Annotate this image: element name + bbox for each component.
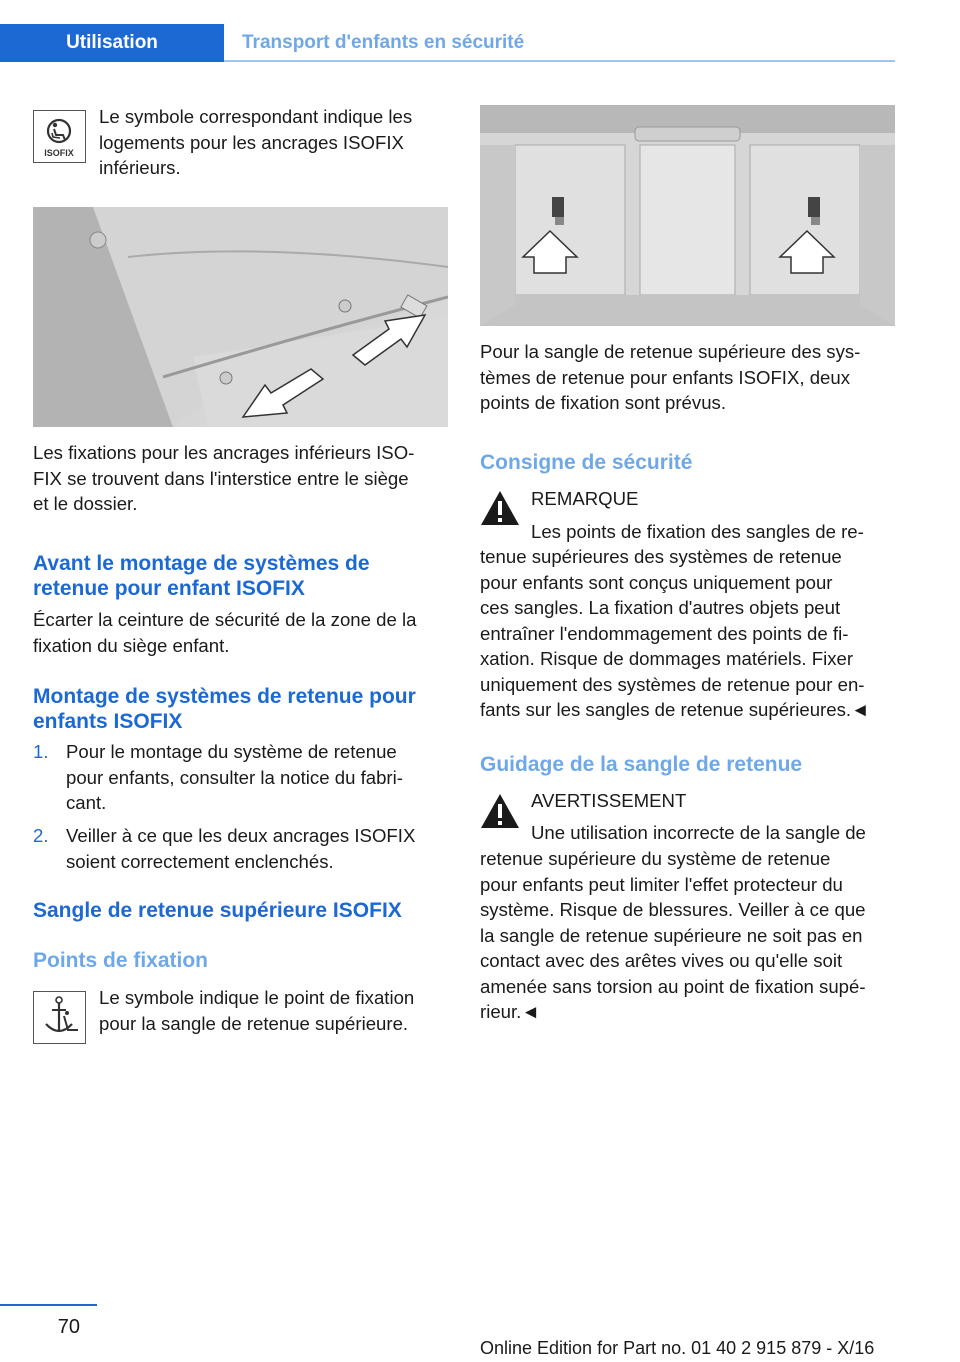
step-line: Pour le montage du système de retenue <box>66 741 397 762</box>
intro-line: logements pour les ancrages ISOFIX <box>99 131 404 153</box>
step-number: 2. <box>33 825 49 846</box>
notice-text <box>480 544 900 723</box>
points-line: pour la sangle de retenue supérieure. <box>99 1012 409 1034</box>
fixations-line: Les fixations pour les ancrages inférieurs ISO- <box>33 442 415 463</box>
before-line: fixation du siège enfant. <box>33 634 230 656</box>
notice-first-line <box>531 519 901 545</box>
notice-line: tenue supérieures des systèmes de retenue <box>480 546 842 567</box>
step-line: cant. <box>66 792 107 813</box>
section-tab[interactable]: Utilisation <box>0 24 224 62</box>
tether-line: Pour la sangle de retenue supérieure des sys- <box>480 341 861 362</box>
fixations-text <box>33 440 453 517</box>
tether-anchors-photo <box>480 105 895 326</box>
warning-line: rieur.◄ <box>480 1001 540 1022</box>
header-rule <box>224 60 895 62</box>
notice-line: uniquement des systèmes de retenue pour en- <box>480 673 865 695</box>
heading-mount <box>33 684 453 734</box>
isofix-seat-photo <box>33 207 448 427</box>
points-line: Le symbole indique le point de fixation <box>99 987 415 1008</box>
notice-line: pour enfants sont conçus uniquement pour <box>480 571 833 593</box>
intro-line: Le symbole correspondant indique les <box>99 106 413 127</box>
warning-line: amenée sans torsion au point de fixation supé- <box>480 975 866 997</box>
step-number: 1. <box>33 741 49 762</box>
notice-line: xation. Risque de dommages matériels. Fixer <box>480 648 854 669</box>
isofix-symbol-icon <box>33 110 86 163</box>
warning-line: pour enfants peut limiter l'effet protecteur du <box>480 873 843 895</box>
heading-line: retenue pour enfant ISOFIX <box>33 577 305 600</box>
intro-line: inférieurs. <box>99 157 181 178</box>
heading-tether: Sangle de retenue supérieure ISOFIX <box>33 899 402 922</box>
warning-line: la sangle de retenue supérieure ne soit pas en <box>480 924 863 946</box>
subheading-points: Points de fixation <box>33 949 209 972</box>
tether-line: points de fixation sont prévus. <box>480 392 726 413</box>
warning-label: AVERTISSEMENT <box>531 790 687 811</box>
warning-line: système. Risque de blessures. Veiller à ce que <box>480 899 866 920</box>
points-text <box>99 985 449 1036</box>
edition-text: Online Edition for Part no. 01 40 2 915 879 - X/16 <box>480 1338 875 1358</box>
fixations-line: FIX se trouvent dans l'interstice entre le siège <box>33 467 409 489</box>
intro-text <box>99 104 449 181</box>
anchor-seat-icon <box>34 992 84 1042</box>
step-line: Veiller à ce que les deux ancrages ISOFIX <box>66 825 416 846</box>
step-line: soient correctement enclenchés. <box>66 850 334 872</box>
notice-line: Les points de fixation des sangles de re- <box>531 521 864 542</box>
heading-line: Montage de systèmes de retenue pour <box>33 685 416 708</box>
heading-before-mount <box>33 551 453 601</box>
footer-rule <box>0 1304 97 1306</box>
notice-line: entraîner l'endommagement des points de fi- <box>480 622 849 644</box>
tether-text <box>480 339 900 416</box>
notice-line: fants sur les sangles de retenue supérieures.◄ <box>480 699 870 720</box>
warning-triangle-icon <box>480 490 520 526</box>
heading-safety: Consigne de sécurité <box>480 451 693 474</box>
page-header <box>0 24 895 62</box>
warning-first-line <box>531 820 901 846</box>
isofix-symbol-label: ISOFIX <box>44 148 74 158</box>
warning-line: retenue supérieure du système de retenue <box>480 848 831 869</box>
warning-line: Une utilisation incorrecte de la sangle de <box>531 822 866 843</box>
before-line: Écarter la ceinture de sécurité de la zone de la <box>33 609 417 630</box>
subsection-tab[interactable]: Transport d'enfants en sécurité <box>242 32 525 53</box>
heading-line: Avant le montage de systèmes de <box>33 552 370 575</box>
tether-anchor-symbol-icon <box>33 991 86 1044</box>
heading-guidance: Guidage de la sangle de retenue <box>480 753 803 776</box>
warning-line: contact avec des arêtes vives ou qu'elle soit <box>480 950 843 971</box>
step-text <box>66 823 451 874</box>
warning-triangle-icon <box>480 793 520 829</box>
notice-line: ces sangles. La fixation d'autres objets peut <box>480 597 841 618</box>
notice-label: REMARQUE <box>531 488 639 509</box>
step-line: pour enfants, consulter la notice du fabri- <box>66 766 403 788</box>
step-text <box>66 739 451 816</box>
before-mount-text <box>33 607 453 658</box>
page-number: 70 <box>57 1316 80 1338</box>
tether-line: tèmes de retenue pour enfants ISOFIX, deux <box>480 366 851 388</box>
heading-line: enfants ISOFIX <box>33 710 183 733</box>
warning-text <box>480 846 900 1025</box>
fixations-line: et le dossier. <box>33 493 138 514</box>
isofix-seat-icon <box>34 111 84 161</box>
